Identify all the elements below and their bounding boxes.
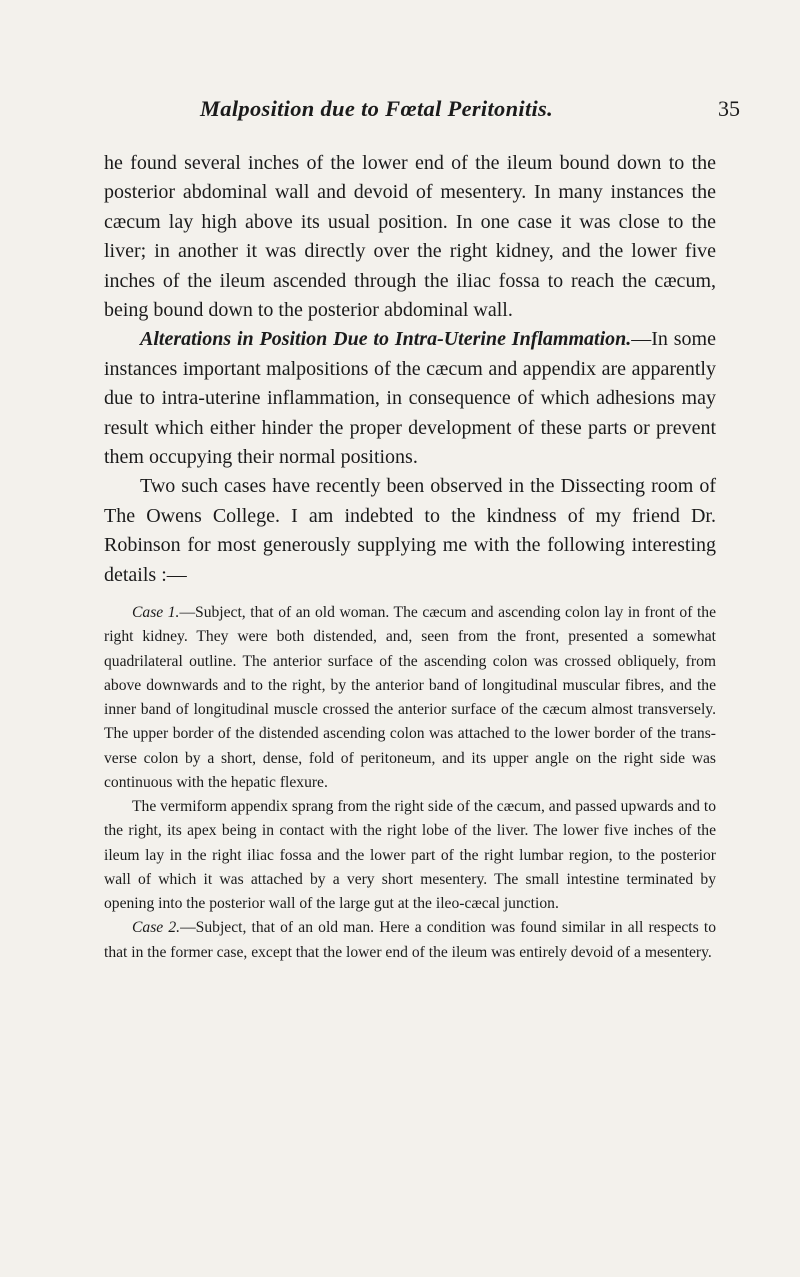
section-heading: Alterations in Position Due to Intra-Uterine Inflammation. (140, 328, 632, 351)
dissecting-room-paragraph: Two such cases have recently been observed in the Dissecting room of The Owens College. I am indebted to the kindness of my friend Dr. Robinson for most generously supplying me with the following interesting details :— (104, 475, 716, 586)
case-2-label: Case 2. (132, 919, 181, 937)
case-2-paragraph (104, 916, 716, 965)
case-notes (104, 601, 716, 965)
case-1-paragraph (104, 601, 716, 795)
case-2-text: —Subject, that of an old man. Here a condition was found similar in all respects to that in the former case, except that the lower end of the ileum was entirely devoid of a mesentery. (104, 919, 717, 961)
page-number: 35 (718, 96, 740, 121)
case-1-label: Case 1. (132, 604, 180, 622)
appendix-paragraph: The vermiform appendix sprang from the right side of the cæcum, and passed upwards and to the right, its apex being in contact with the right lobe of the liver. The lower five inches of the ileum lay in the right iliac fossa and the lower part of the right lumbar region, to the posterior wall of which it was attached by a very short mesentery. The small intestine terminated by opening into the posterior wall of the large gut at the ileo-cæcal junction. (104, 798, 716, 913)
continuation-paragraph: he found several inches of the lower end of the ileum bound down to the posterior abdominal wall and devoid of mesentery. In many instances the cæcum lay high above its usual position. In one case it was close to the liver; in another it was directly over the right kidney, and the lower five inches of the ileum ascended through the iliac fossa to reach the cæcum, being bound down to the posterior abdominal wall. (104, 152, 716, 322)
case-1-text: —Subject, that of an old woman. The cæcum and ascending colon lay in front of the right kidney. They were both distended, and, seen from the front, presented a somewhat quadrilateral outline. The anterior surface of the ascending colon was crossed obliquely, from above downwards and to the right, by the anterior band of longitudinal muscular fibres, and the inner band of longitudinal muscle crossed the anterior surface of the cæcum almost transversely. The upper border of the distended ascending colon was attached to the lower border of the transverse colon by a short, dense, fold of peritoneum, and its upper angle on the right side was continuous with the hepatic flexure. (104, 604, 716, 791)
running-head-title: Malposition due to Fœtal Peritonitis. (200, 96, 554, 121)
running-head (0, 96, 800, 126)
section-paragraph (104, 325, 716, 472)
body-text (104, 149, 716, 965)
section-text: —In some instances important malpositions of the cæcum and appendix are apparently due to intra-uterine inflammation, in consequence of which adhesions may result which either hinder the proper development of these parts or prevent them occupying their normal positions. (104, 328, 716, 469)
